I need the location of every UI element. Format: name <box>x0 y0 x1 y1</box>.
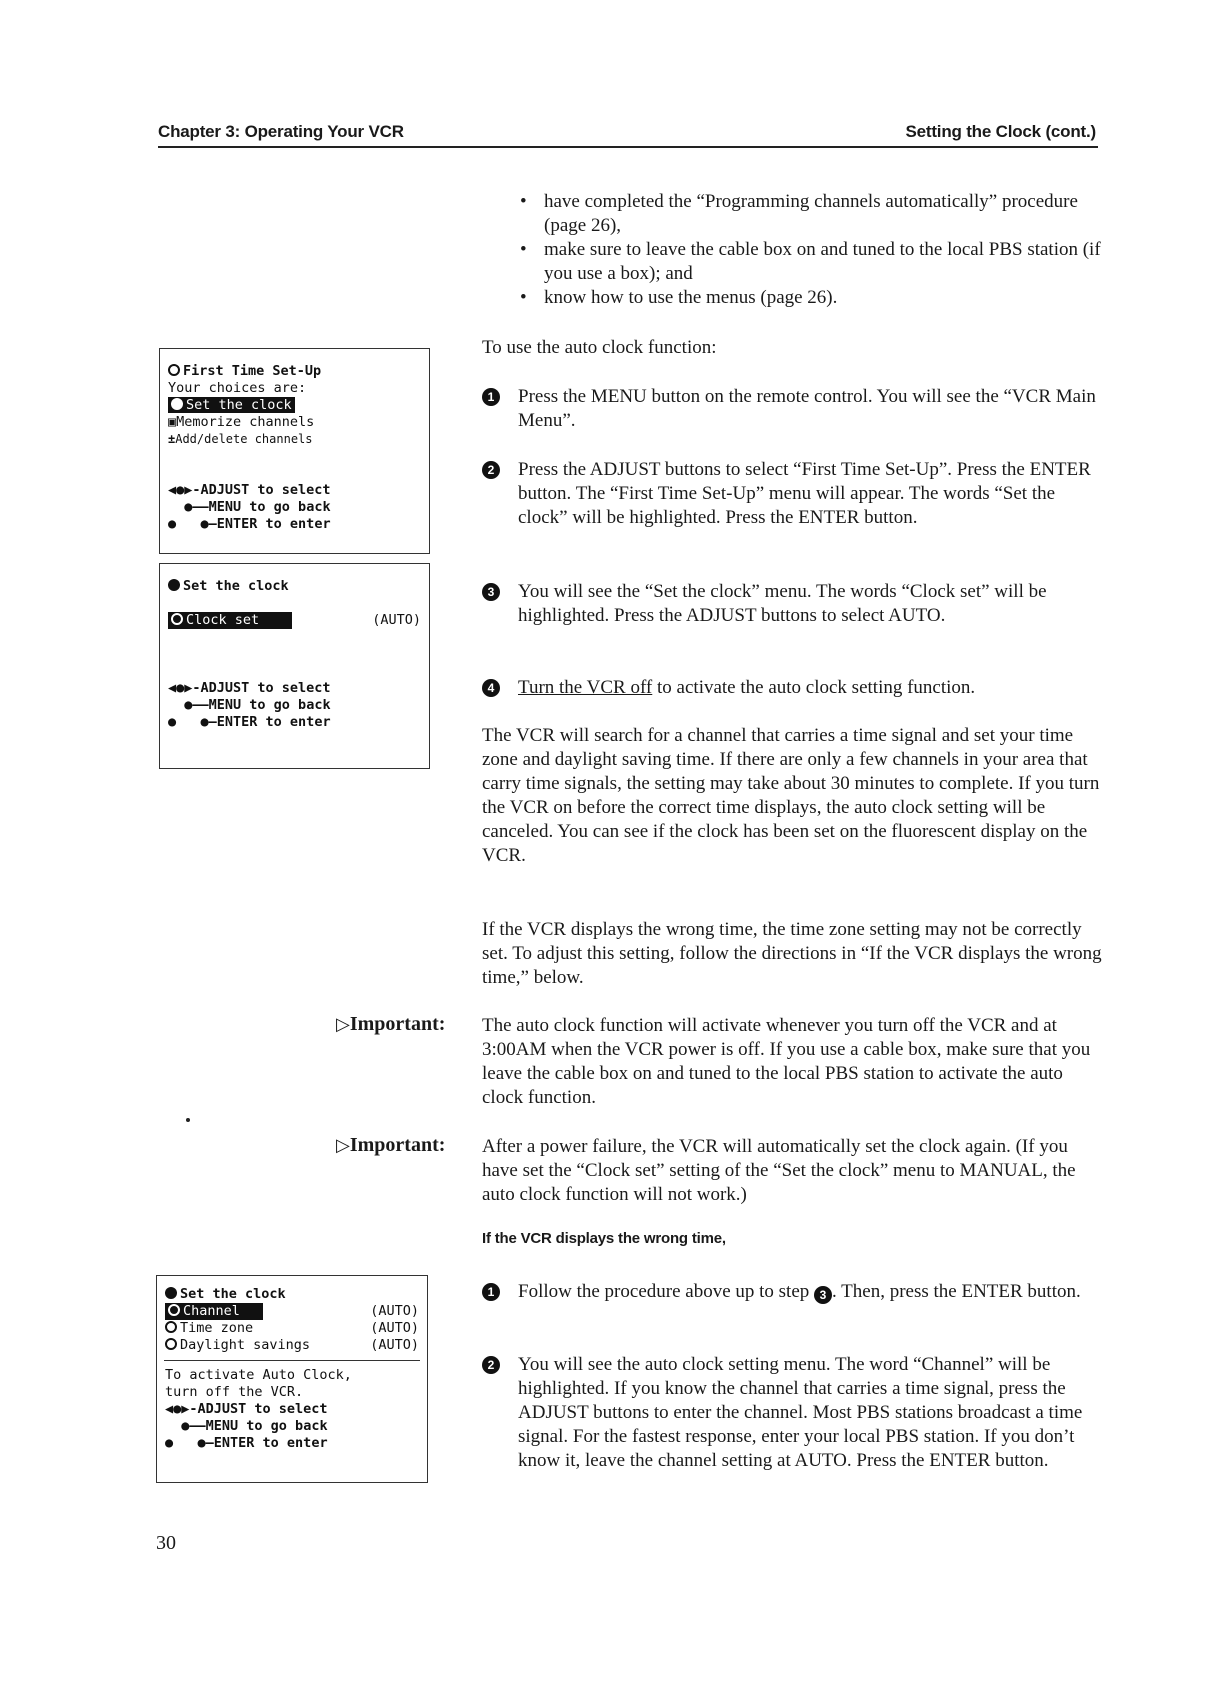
adjust-buttons-icon: ◀●▶ <box>168 482 193 498</box>
subheading: If the VCR displays the wrong time, <box>482 1230 726 1247</box>
important-text-1: The auto clock function will activate whenever you turn off the VCR and at 3:00AM when the VCR power is off. If you use a cable box, make sure that you leave the cable box on and tuned to the local PBS station to activate the auto clock function. <box>482 1015 1091 1108</box>
step-1: 1 Press the MENU button on the remote control. You will see the “VCR Main Menu”. <box>482 385 1102 433</box>
enter-button-icon: ● ●— <box>168 516 217 532</box>
step-3: 3 You will see the “Set the clock” menu. The words “Clock set” will be highlighted. Press the ADJUST buttons to select AUTO. <box>482 580 1102 628</box>
list-item: • have completed the “Programming channels automatically” procedure (page 26), <box>520 191 1078 236</box>
menu-bullet-icon <box>168 579 180 591</box>
set-the-clock-screen: Set the clock Clock set (AUTO) ◀●▶-ADJUST to select ●——MENU to go back ● ●—ENTER to enter <box>159 563 430 769</box>
clock-icon <box>171 398 183 410</box>
step-number-icon: 1 <box>482 1283 500 1301</box>
option-icon <box>165 1321 177 1333</box>
auto-clock-setting-screen: Set the clock Channel (AUTO) Time zone (AUTO) Daylight savings (AUTO) To activate Auto Clock, turn off the VCR. ◀●▶-ADJUST to select ●——MENU to go back ● ●—ENTER to enter <box>156 1275 428 1483</box>
important-text-2: After a power failure, the VCR will automatically set the clock again. (If you have set the “Clock set” setting of the “Set the clock” menu to MANUAL, the auto clock function will not work.) <box>482 1136 1076 1205</box>
paragraph-search: The VCR will search for a channel that carries a time signal and set your time zone and daylight saving time. If there are only a few channels in your area that carry time signals, the setting may take about 30 minutes to complete. If you turn the VCR on before the correct time displays, the auto clock setting will be canceled. You can see if the clock has been set on the fluorescent display on the VCR. <box>482 725 1100 866</box>
step-number-icon: 2 <box>482 1356 500 1374</box>
fix-step-2: 2 You will see the auto clock setting menu. The word “Channel” will be highlighted. If you know the channel that carries a time signal, press the ADJUST buttons to enter the channel. Most PBS stations broadcast a time signal. For the fastest response, enter your local PBS station. If you don’t know it, leave the channel setting at AUTO. Press the ENTER button. <box>482 1353 1102 1473</box>
page-number: 30 <box>156 1532 176 1554</box>
chapter-title: Chapter 3: Operating Your VCR <box>158 122 404 141</box>
step-2: 2 Press the ADJUST buttons to select “First Time Set-Up”. Press the ENTER button. The “First Time Set-Up” menu will appear. The words “Set the clock” will be highlighted. Press the ENTER button. <box>482 458 1102 530</box>
step-4: 4 Turn the VCR off to activate the auto clock setting function. <box>482 676 1102 700</box>
triangle-icon: ▷ <box>336 1135 350 1155</box>
header-rule <box>158 146 1098 148</box>
add-delete-icon: ± <box>168 432 176 446</box>
step-number-icon: 2 <box>482 461 500 479</box>
option-icon <box>165 1338 177 1350</box>
fix-step-1: 1 Follow the procedure above up to step 3 . Then, press the ENTER button. <box>482 1280 1102 1304</box>
triangle-icon: ▷ <box>336 1014 350 1034</box>
menu-bullet-icon <box>168 364 180 376</box>
menu-bullet-icon <box>165 1287 177 1299</box>
highlighted-option: Channel <box>165 1303 263 1320</box>
antenna-icon: ▣ <box>168 414 177 430</box>
section-title: Setting the Clock (cont.) <box>905 122 1096 141</box>
divider <box>164 1360 420 1361</box>
step-ref-icon: 3 <box>814 1286 832 1304</box>
menu-button-icon: ●—— <box>184 499 209 515</box>
important-label-1: ▷Important: <box>336 1013 446 1035</box>
clock-set-icon <box>171 613 183 625</box>
highlighted-option: Clock set <box>168 612 292 629</box>
adjust-buttons-icon: ◀●▶ <box>165 1401 190 1417</box>
speck <box>186 1118 190 1122</box>
menu-button-icon: ●—— <box>181 1418 206 1434</box>
menu-button-icon: ●—— <box>184 697 209 713</box>
step-number-icon: 4 <box>482 679 500 697</box>
enter-button-icon: ● ●— <box>165 1435 214 1451</box>
intro-text: To use the auto clock function: <box>482 337 717 358</box>
paragraph-wrong-time: If the VCR displays the wrong time, the time zone setting may not be correctly set. To adjust this setting, follow the directions in “If the VCR displays the wrong time,” below. <box>482 919 1102 988</box>
enter-button-icon: ● ●— <box>168 714 217 730</box>
highlighted-option: Set the clock <box>168 397 295 413</box>
important-label-2: ▷Important: <box>336 1134 446 1156</box>
first-time-setup-screen: First Time Set-Up Your choices are: Set the clock ▣Memorize channels ±Add/delete channels ◀●▶-ADJUST to select ●——MENU to go back ● ●—ENTER to enter <box>159 348 430 554</box>
step-number-icon: 1 <box>482 388 500 406</box>
list-item: • make sure to leave the cable box on and tuned to the local PBS station (if you use a box); and <box>520 239 1101 284</box>
option-icon <box>168 1304 180 1316</box>
list-item: • know how to use the menus (page 26). <box>520 287 838 308</box>
adjust-buttons-icon: ◀●▶ <box>168 680 193 696</box>
prerequisite-list <box>520 190 1105 310</box>
step-number-icon: 3 <box>482 583 500 601</box>
